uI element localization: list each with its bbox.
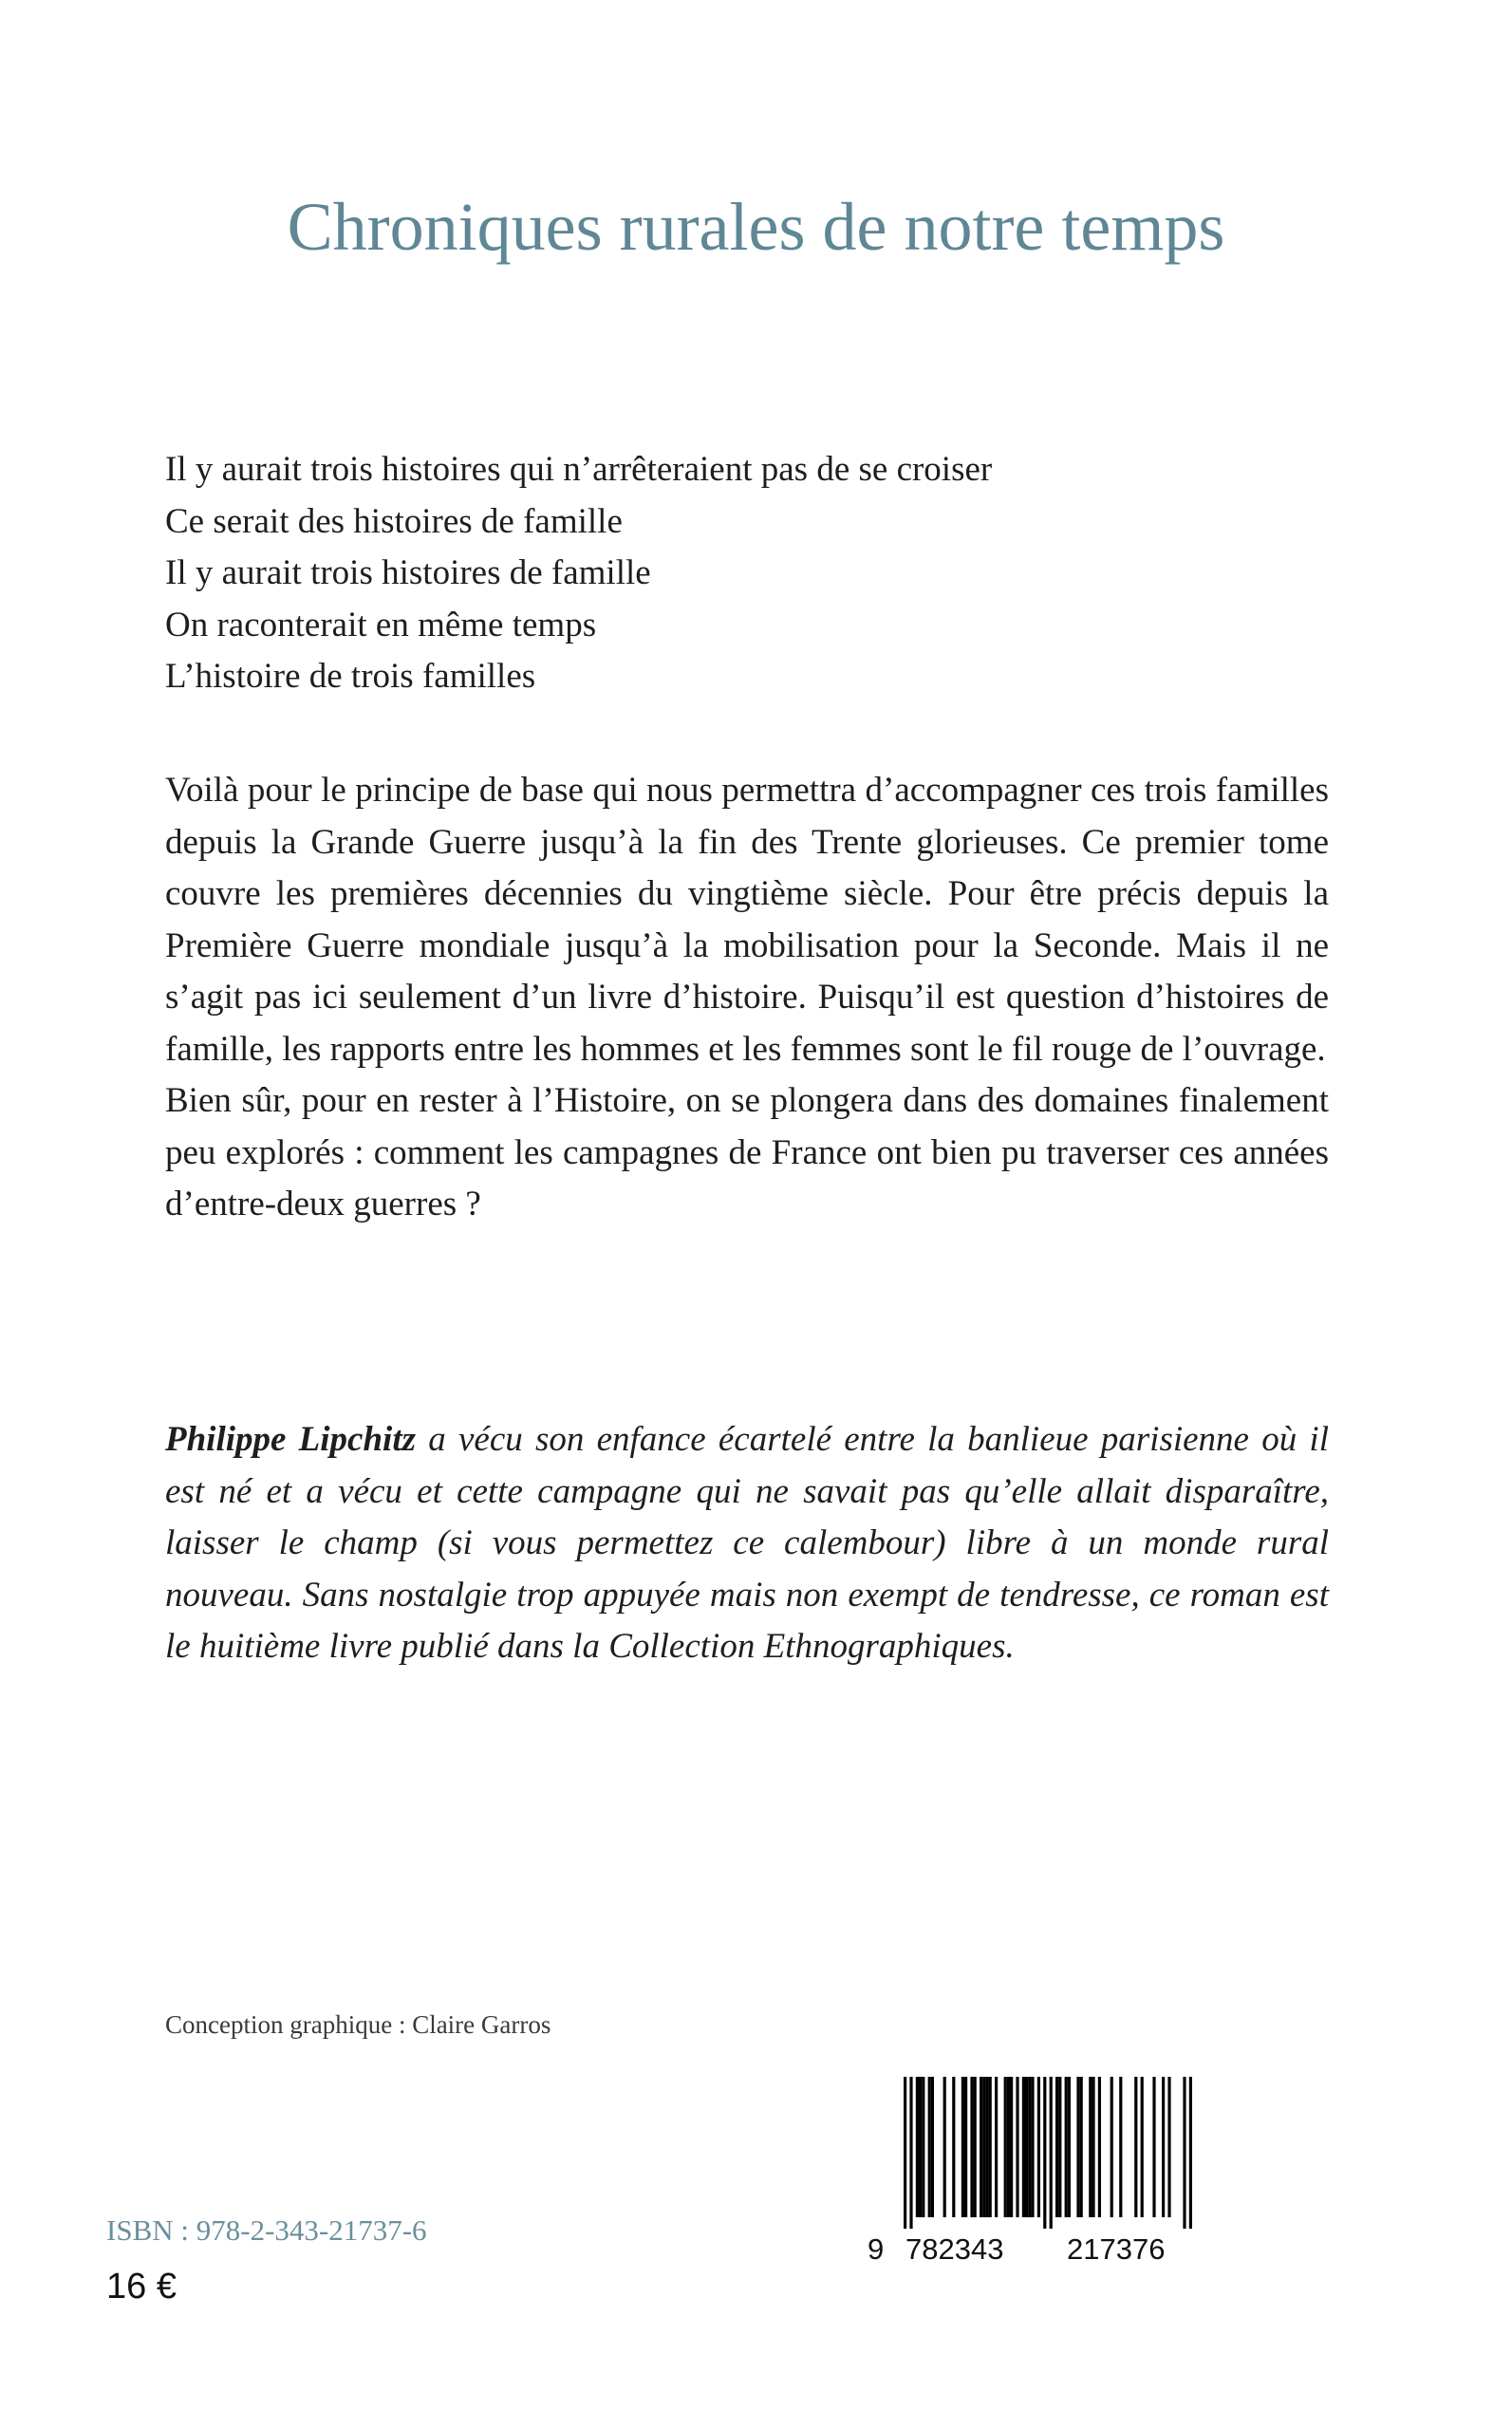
barcode-bar [1119,2077,1122,2217]
author-name: Philippe Lipchitz [165,1420,417,1459]
barcode-bar [1076,2077,1079,2217]
barcode-guard-bar [1189,2077,1192,2229]
poem-line: Il y aurait trois histoires de famille [165,553,651,592]
barcode-bar [1080,2077,1083,2217]
synopsis-paragraph: Bien sûr, pour en rester à l’Histoire, on se plongera dans des domaines finalement peu explorés : comment les campagnes de France ont bien pu traverser ces années d’entre-deux guerres ? [165,1081,1329,1223]
isbn: ISBN : 978-2-343-21737-6 [106,2213,427,2247]
barcode-bar [943,2077,946,2217]
barcode-guard-bar [904,2077,906,2229]
barcode-left-group: 782343 [905,2232,1004,2266]
barcode-bar [1141,2077,1144,2217]
barcode-guard-bar [1183,2077,1185,2229]
barcode-bar [1004,2077,1007,2217]
barcode-bar [974,2077,977,2217]
barcode-bar [1037,2077,1040,2217]
barcode-bar [970,2077,973,2217]
barcode-bar [916,2077,919,2217]
barcode-bar [1022,2077,1025,2217]
barcode-bar [919,2077,922,2217]
poem-line: Ce serait des histoires de famille [165,501,623,541]
barcode-bar [980,2077,982,2217]
barcode-bar [1162,2077,1165,2217]
poem-line: Il y aurait trois histoires qui n’arrêteraient pas de se croiser [165,450,993,489]
barcode-bar [1068,2077,1071,2217]
book-title: Chroniques rurales de notre temps [287,189,1225,265]
barcode-right-group: 217376 [1067,2232,1166,2266]
author-bio [165,1414,1329,1673]
barcode-bar [989,2077,992,2217]
barcode-bar [1089,2077,1092,2217]
synopsis-block [165,765,1329,1231]
author-bio-text: a vécu son enfance écartelé entre la banlieue parisienne où il est né et a vécu et cette campagne qui ne savait pas qu’elle allait disparaître, laisser le champ (si vous permettez ce calembour) libre à un monde rural nouveau. Sans nostalgie trop appuyée mais non exempt de tendresse, ce roman est le huitième livre publié dans la Collection Ethnographiques. [165,1420,1329,1666]
poem-line: L’histoire de trois familles [165,657,536,696]
barcode-bar [1134,2077,1137,2217]
barcode-bar [1055,2077,1058,2217]
barcode-digits [866,2232,1226,2289]
barcode-bar [1152,2077,1155,2217]
barcode-bar [922,2077,924,2217]
barcode-bar [931,2077,934,2217]
barcode-bar [985,2077,988,2217]
author-bio-paragraph [165,1414,1329,1673]
barcode-bars [866,2077,1226,2229]
barcode-bar [961,2077,964,2217]
barcode-bar [982,2077,985,2217]
barcode-bar [1007,2077,1010,2217]
barcode-bar [1065,2077,1068,2217]
barcode-bar [995,2077,998,2217]
barcode-bar [1010,2077,1013,2217]
synopsis-paragraph: Voilà pour le principe de base qui nous permettra d’accompagner ces trois familles depuis la Grande Guerre jusqu’à la fin des Trente glorieuses. Ce premier tome couvre les premières décennies du vingtième siècle. Pour être précis depuis la Première Guerre mondiale jusqu’à la mobilisation pour la Seconde. Mais il ne s’agit pas ici seulement d’un livre d’histoire. Puisqu’il est question d’histoires de famille, les rapports entre les hommes et les femmes sont le fil rouge de l’ouvrage. [165,771,1329,1069]
design-credit: Conception graphique : Claire Garros [165,2010,551,2039]
barcode-guard-bar [909,2077,912,2229]
barcode-bar [1098,2077,1101,2217]
barcode-bar [1025,2077,1028,2217]
barcode-bar [1167,2077,1170,2217]
barcode-bar [928,2077,931,2217]
barcode-lead-digit: 9 [868,2232,885,2266]
barcode-bar [964,2077,967,2217]
poem-block [165,444,1342,703]
barcode-bar [1111,2077,1113,2217]
barcode-bar [1016,2077,1018,2217]
barcode-guard-bar [1043,2077,1046,2229]
barcode-bar [1031,2077,1034,2217]
barcode-bar [1092,2077,1094,2217]
barcode-bar [952,2077,955,2217]
barcode-bar [1058,2077,1061,2217]
barcode-bar [1028,2077,1031,2217]
poem-line: On raconterait en même temps [165,605,597,644]
price: 16 € [106,2267,177,2306]
barcode-guard-bar [1050,2077,1053,2229]
